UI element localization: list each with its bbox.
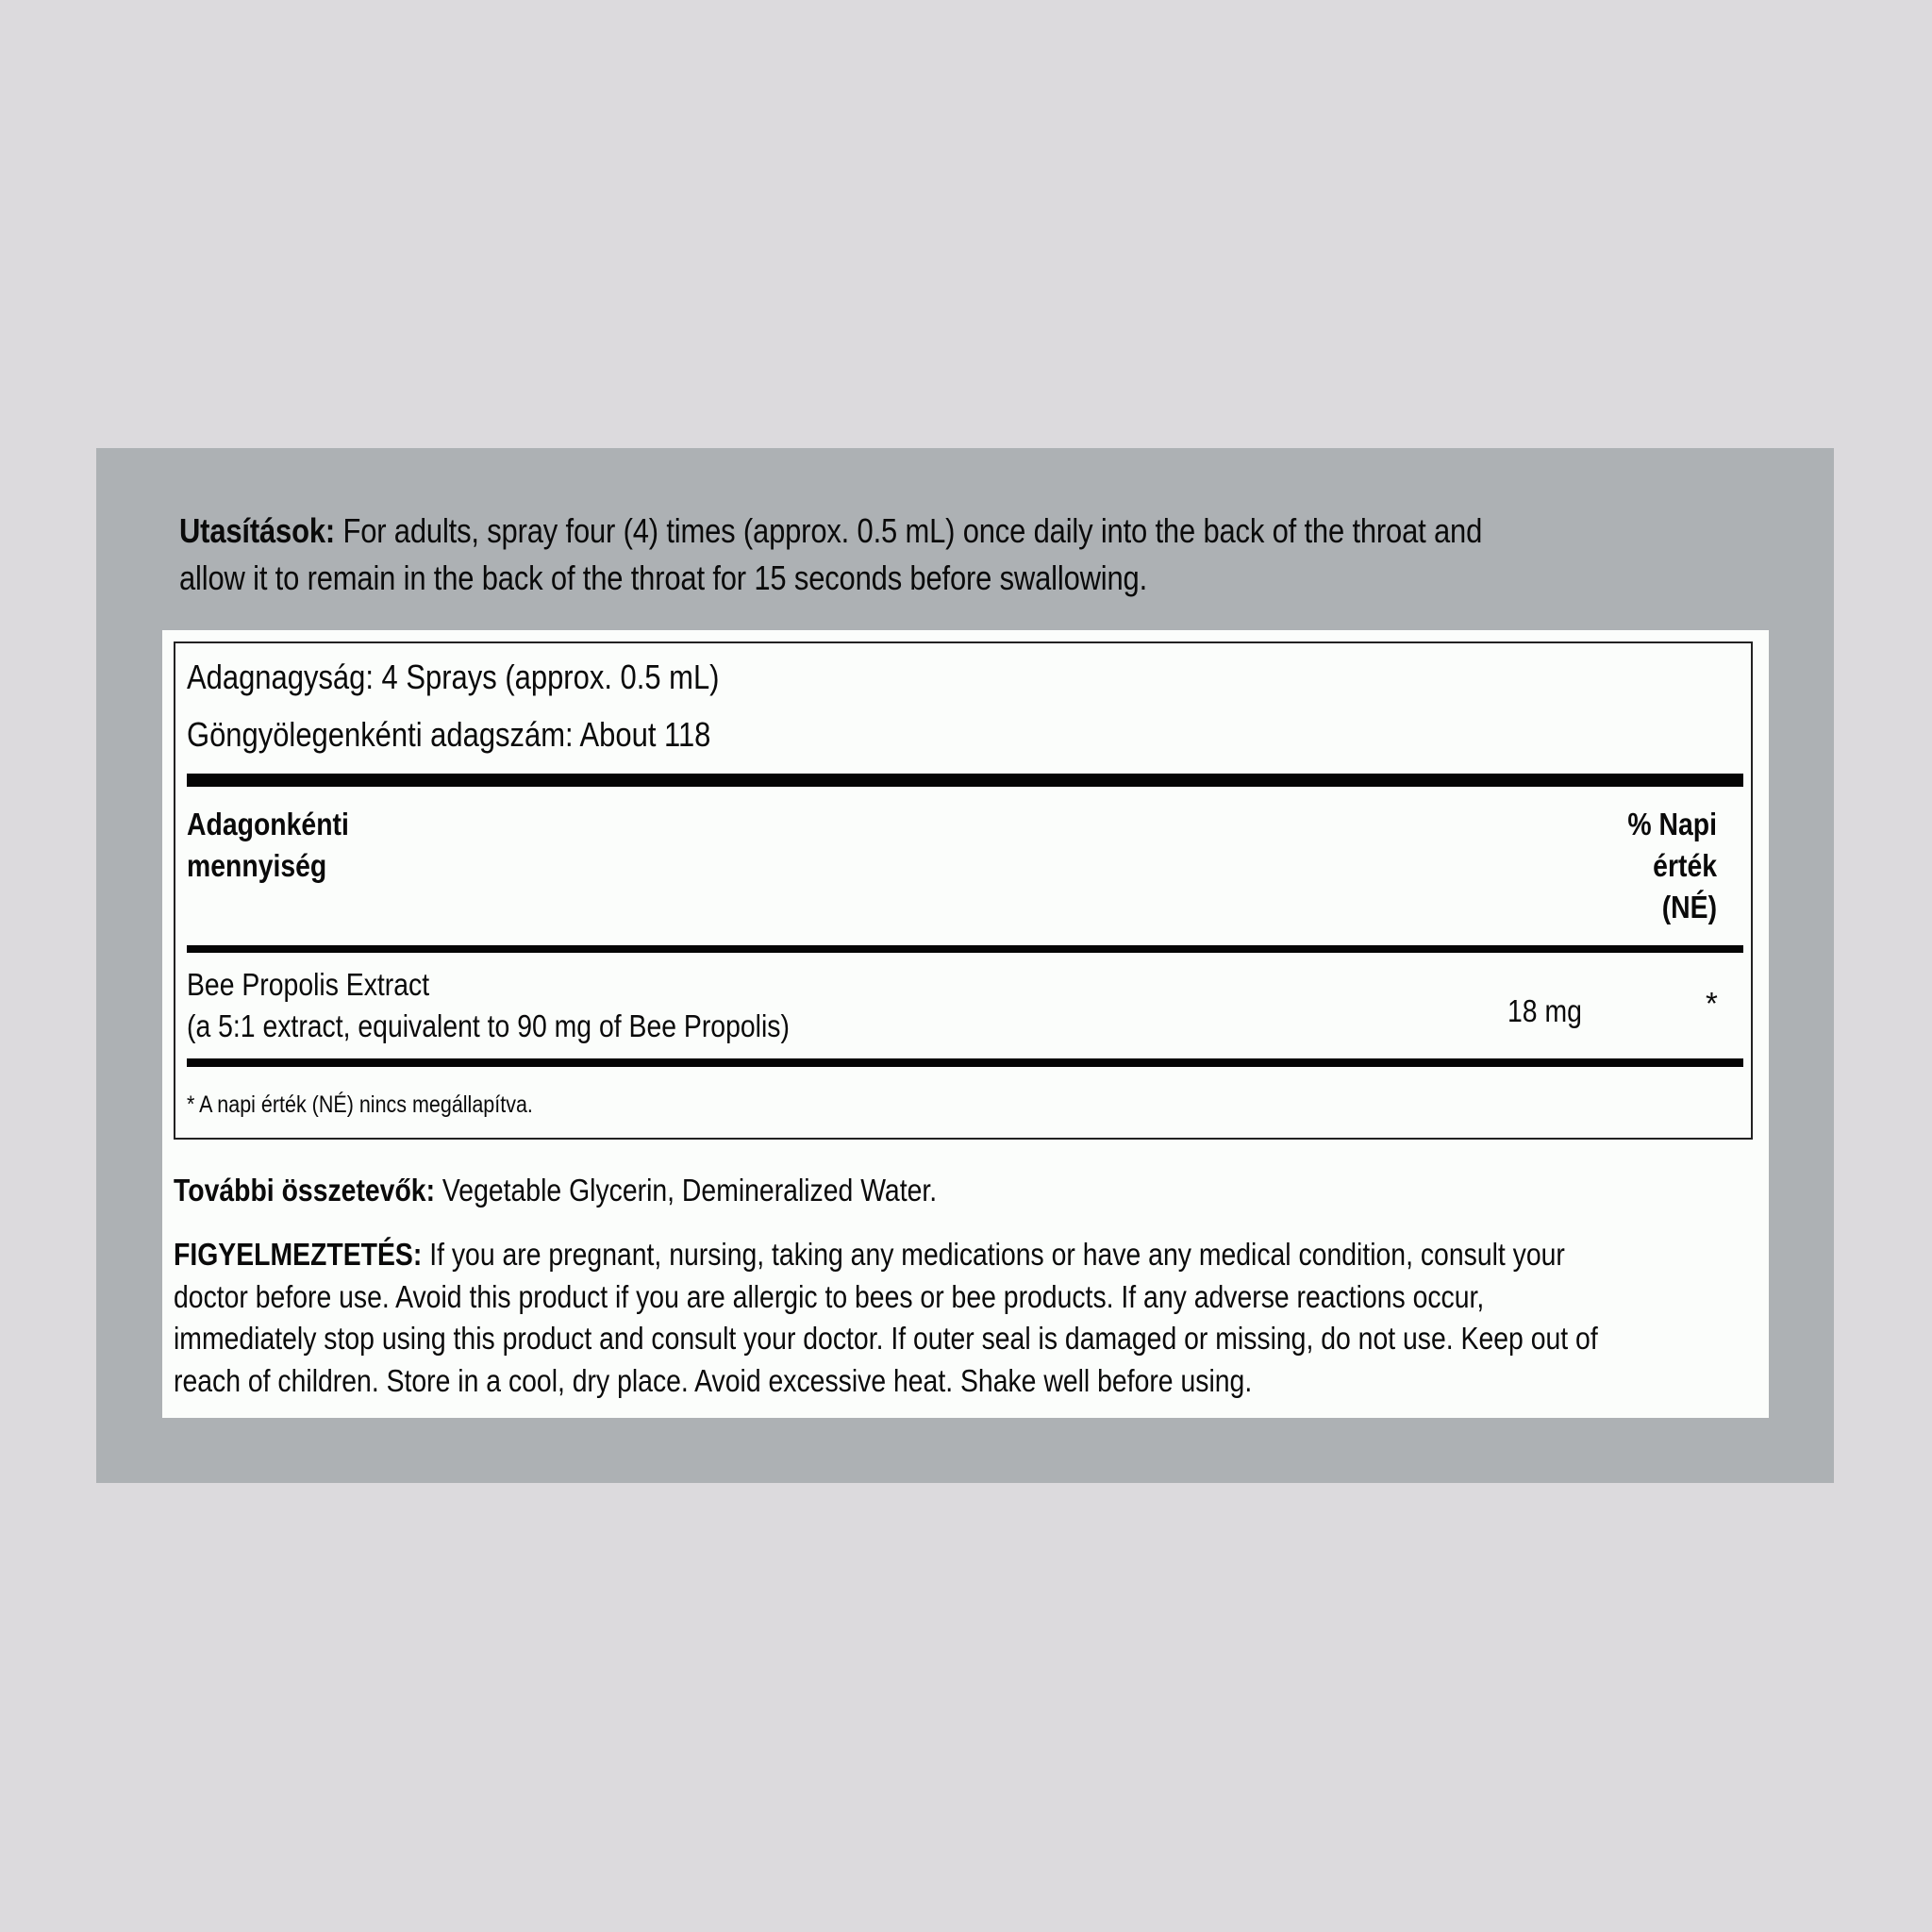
ingredient-row (187, 964, 790, 1047)
ingredient-detail: (a 5:1 extract, equivalent to 90 mg of Bee Propolis) (187, 1008, 790, 1043)
directions-line-1: Utasítások: For adults, spray four (4) times (approx. 0.5 mL) once daily into the back of the throat and (179, 511, 1483, 550)
thick-divider (187, 774, 1743, 787)
directions-label: Utasítások: (179, 511, 336, 550)
other-ingredients-text: Vegetable Glycerin, Demineralized Water. (441, 1173, 938, 1208)
warning-line-4: reach of children. Store in a cool, dry place. Avoid excessive heat. Shake well before using. (174, 1362, 1253, 1398)
warning-line-3: immediately stop using this product and consult your doctor. If outer seal is damaged or missing, do not use. Keep out of (174, 1321, 1598, 1356)
serving-size: Adagnagyság: 4 Sprays (approx. 0.5 mL) (187, 658, 720, 696)
other-ingredients (174, 1170, 937, 1211)
other-ingredients-label: További összetevők: (174, 1173, 436, 1208)
medium-divider (187, 1058, 1743, 1067)
ingredient-amount: 18 mg (1507, 993, 1582, 1028)
directions-line-2: allow it to remain in the back of the throat for 15 seconds before swallowing. (179, 558, 1148, 597)
warning-line-2: doctor before use. Avoid this product if you are allergic to bees or bee products. If any adverse reactions occur, (174, 1278, 1485, 1314)
warning-line-1: FIGYELMEZTETÉS: If you are pregnant, nursing, taking any medications or have any medical condition, consult your (174, 1237, 1565, 1272)
warning-text (174, 1234, 1764, 1402)
amount-per-serving-header: Adagonkénti mennyiség (187, 807, 349, 883)
medium-divider (187, 945, 1743, 953)
ingredient-name: Bee Propolis Extract (187, 967, 430, 1002)
ingredient-daily-value: * (1706, 986, 1718, 1021)
supplement-label (162, 630, 1769, 1418)
supplement-facts-box (174, 641, 1753, 1140)
servings-per-container: Göngyölegenkénti adagszám: About 118 (187, 715, 711, 754)
directions-text (179, 508, 1721, 602)
warning-label: FIGYELMEZTETÉS: (174, 1237, 423, 1272)
daily-value-footnote: * A napi érték (NÉ) nincs megállapítva. (187, 1091, 533, 1118)
daily-value-header: % Napi érték (NÉ) (1627, 807, 1717, 924)
